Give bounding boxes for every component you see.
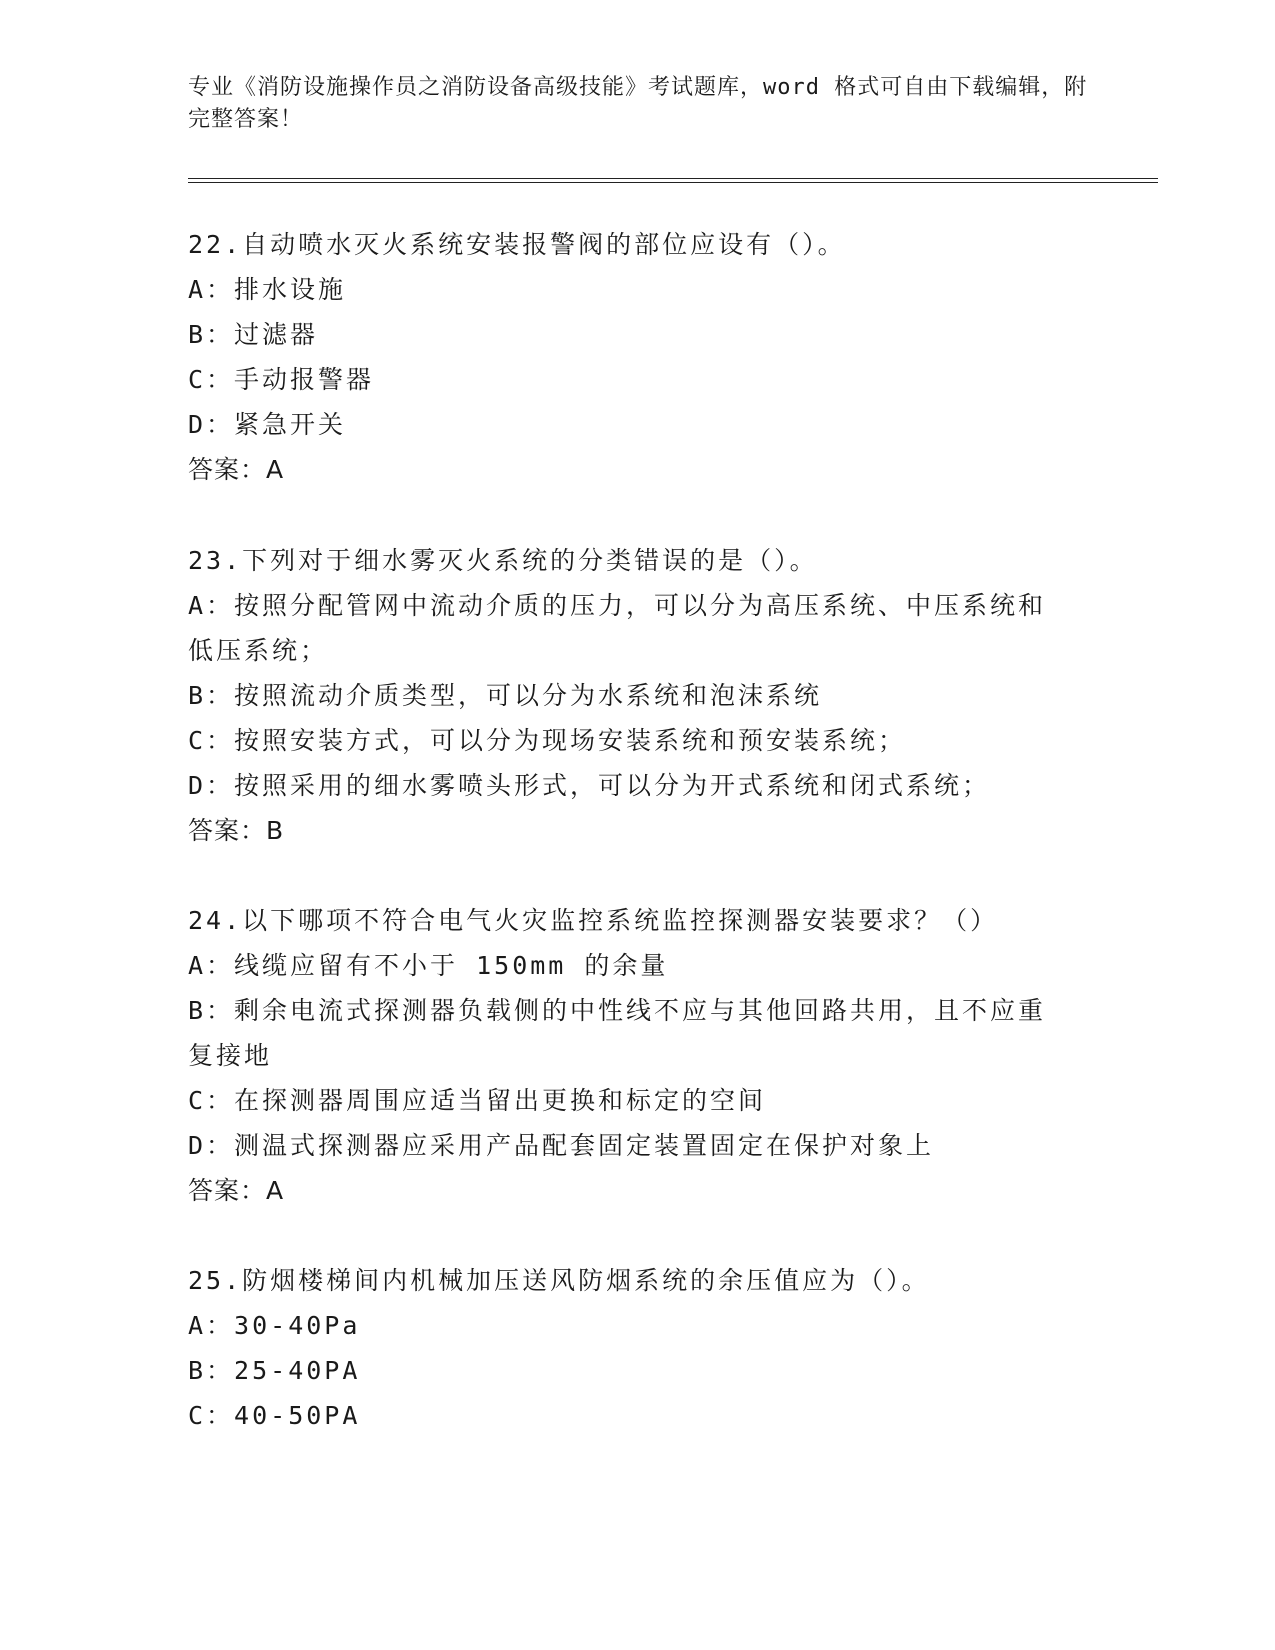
option-c: C：在探测器周围应适当留出更换和标定的空间 [188, 1086, 767, 1115]
question-24 [188, 898, 1088, 1213]
option-c: C：手动报警器 [188, 365, 375, 394]
option-c: C：40-50PA [188, 1401, 361, 1430]
option-b: B：过滤器 [188, 320, 319, 349]
option-a: A：按照分配管网中流动介质的压力，可以分为高压系统、中压系统和低压系统； [188, 591, 1047, 665]
question-stem: 25.防烟楼梯间内机械加压送风防烟系统的余压值应为（）。 [188, 1266, 930, 1295]
header-divider [188, 178, 1158, 183]
question-stem: 22.自动喷水灭火系统安装报警阀的部位应设有（）。 [188, 230, 846, 259]
question-25 [188, 1258, 1088, 1438]
question-stem: 23.下列对于细水雾灭火系统的分类错误的是（）。 [188, 546, 818, 575]
option-b: B：25-40PA [188, 1356, 361, 1385]
answer: 答案：B [188, 816, 285, 845]
option-d: D：紧急开关 [188, 410, 347, 439]
option-c: C：按照安装方式，可以分为现场安装系统和预安装系统； [188, 726, 907, 755]
option-b: B：按照流动介质类型，可以分为水系统和泡沫系统 [188, 681, 823, 710]
question-22 [188, 222, 1088, 492]
option-b: B：剩余电流式探测器负载侧的中性线不应与其他回路共用，且不应重复接地 [188, 996, 1047, 1070]
option-a: A：线缆应留有不小于 150mm 的余量 [188, 951, 669, 980]
answer: 答案：A [188, 455, 285, 484]
option-d: D：按照采用的细水雾喷头形式，可以分为开式系统和闭式系统； [188, 771, 991, 800]
option-a: A：30-40Pa [188, 1311, 361, 1340]
document-header: 专业《消防设施操作员之消防设备高级技能》考试题库，word 格式可自由下载编辑，附完整答案！ [188, 75, 1088, 132]
question-stem: 24.以下哪项不符合电气火灾监控系统监控探测器安装要求？（） [188, 906, 999, 935]
answer: 答案：A [188, 1176, 285, 1205]
question-23 [188, 538, 1088, 853]
option-d: D：测温式探测器应采用产品配套固定装置固定在保护对象上 [188, 1131, 935, 1160]
option-a: A：排水设施 [188, 275, 347, 304]
